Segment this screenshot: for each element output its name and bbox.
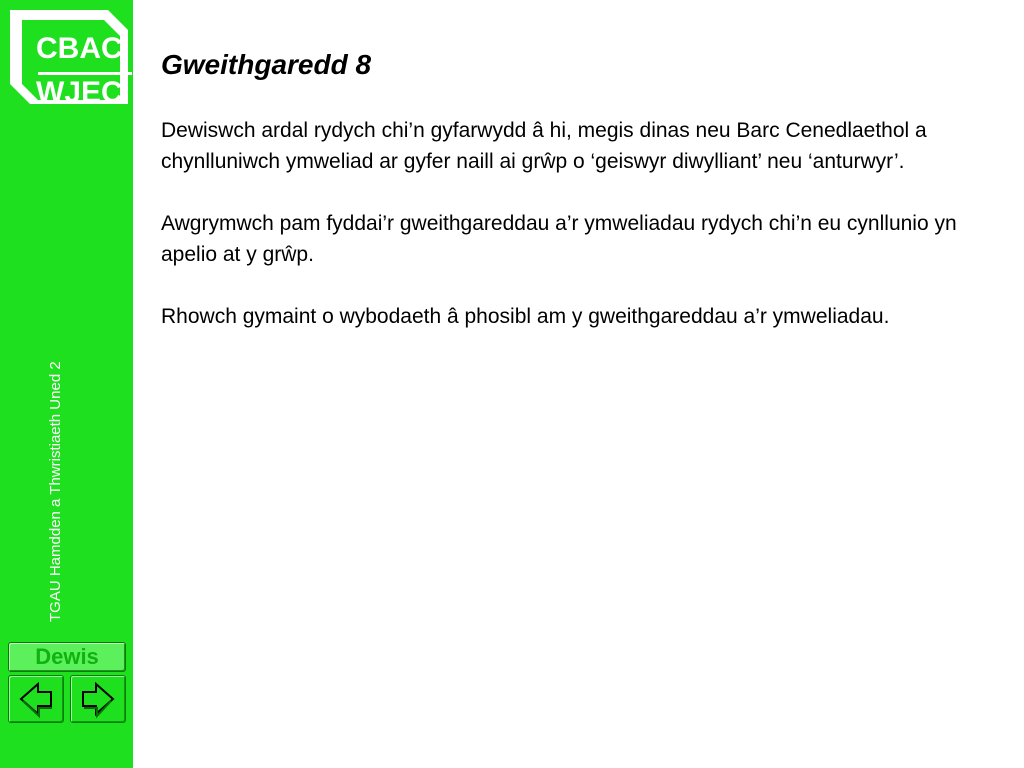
next-slide-button[interactable] [70,675,126,723]
menu-button[interactable]: Dewis [8,642,126,672]
instruction-paragraph-2: Awgrymwch pam fyddai’r gweithgareddau a’r ymweliadau rydych chi’n eu cynllunio yn apelio at y grŵp. [161,212,957,266]
slide-content [161,48,981,332]
course-label: TGAU Hamdden a Thwristiaeth Uned 2 [47,361,64,622]
logo-text-wjec: WJEC [36,76,123,109]
logo-text-cbac: CBAC [36,32,123,65]
instruction-paragraph-1: Dewiswch ardal rydych chi’n gyfarwydd â hi, megis dinas neu Barc Cenedlaethol a chynlluniwch ymweliad ar gyfer naill ai grŵp o ‘geiswyr diwylliant’ neu ‘anturwyr’. [161,119,927,173]
slide-title: Gweithgaredd 8 [161,49,372,80]
previous-slide-button[interactable] [8,675,64,723]
left-arrow-icon [9,676,63,722]
logo-divider [38,72,132,75]
right-arrow-icon [71,676,125,722]
cbac-wjec-logo [8,8,130,109]
sidebar [0,0,133,768]
instruction-paragraph-3: Rhowch gymaint o wybodaeth â phosibl am y gweithgareddau a’r ymweliadau. [161,305,890,328]
